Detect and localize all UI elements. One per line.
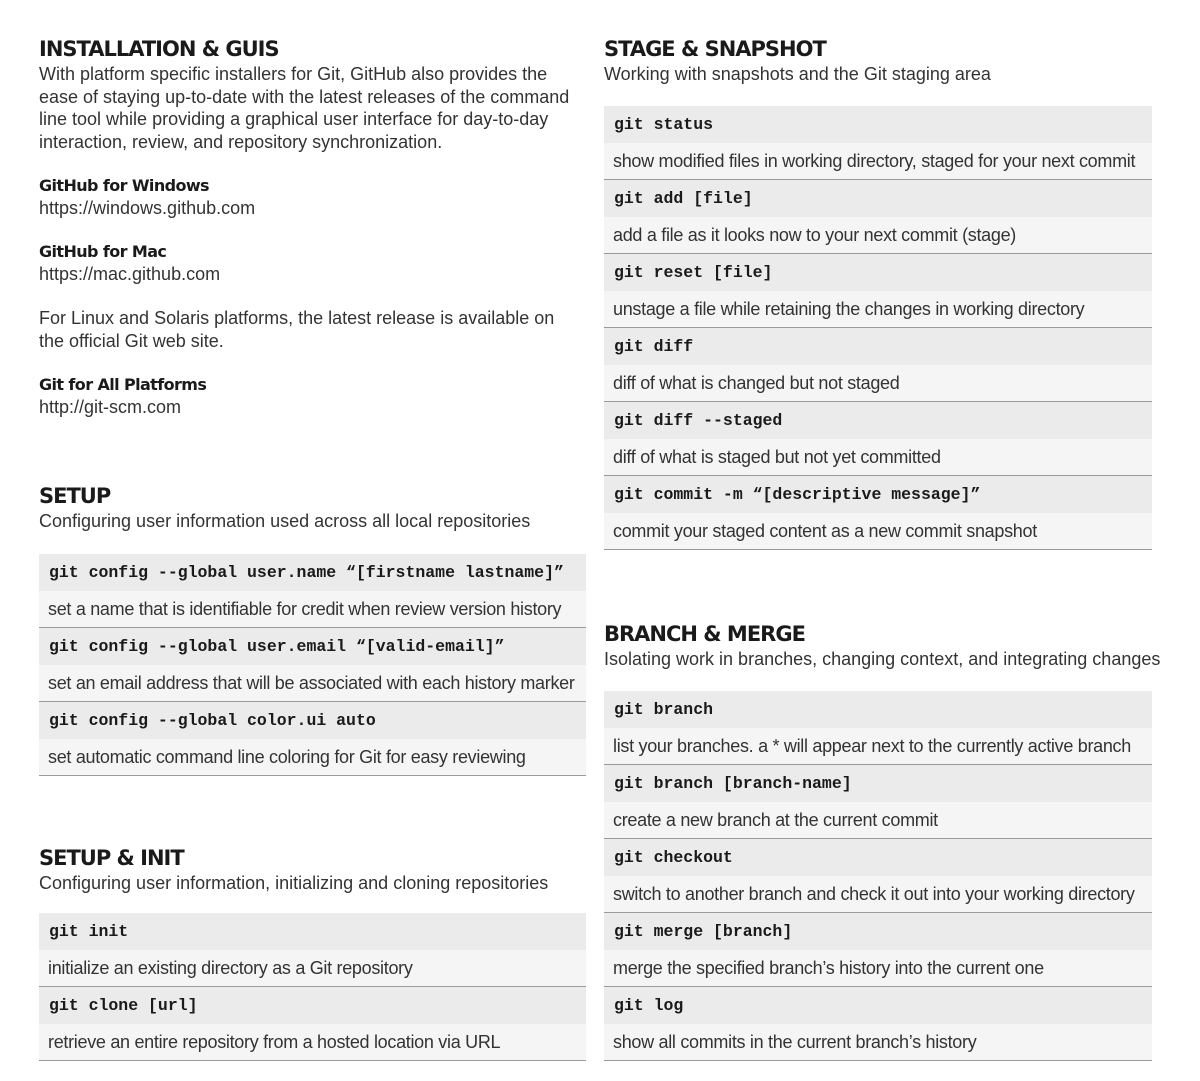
command-description: switch to another branch and check it out into your working directory	[604, 876, 1152, 912]
command-code: git config --global user.email “[valid-email]”	[39, 628, 586, 665]
github-mac-link[interactable]: https://mac.github.com	[39, 264, 221, 284]
command-description: commit your staged content as a new commit snapshot	[604, 513, 1152, 549]
setup-section	[39, 482, 586, 532]
command-code: git diff --staged	[604, 402, 1152, 439]
branch-title: BRANCH & MERGE	[604, 622, 805, 646]
branch-command-table	[604, 691, 1152, 1061]
command-row	[39, 628, 586, 702]
command-row	[39, 913, 586, 987]
command-description: unstage a file while retaining the changes in working directory	[604, 291, 1152, 327]
setup-init-command-table	[39, 913, 586, 1061]
command-row	[39, 702, 586, 776]
branch-desc: Isolating work in branches, changing context, and integrating changes	[604, 649, 1161, 669]
linux-line: For Linux and Solaris platforms, the latest release is available on	[39, 308, 555, 328]
intro-line: With platform specific installers for Git, GitHub also provides the	[39, 64, 548, 84]
command-row	[604, 254, 1152, 328]
setup-init-desc: Configuring user information, initializing and cloning repositories	[39, 873, 549, 893]
command-row	[604, 691, 1152, 765]
command-code: git checkout	[604, 839, 1152, 876]
github-windows-block	[39, 175, 586, 219]
command-row	[604, 987, 1152, 1061]
setup-desc: Configuring user information used across all local repositories	[39, 511, 531, 531]
command-code: git clone [url]	[39, 987, 586, 1024]
git-all-label: Git for All Platforms	[39, 375, 207, 394]
command-row	[39, 554, 586, 628]
command-code: git merge [branch]	[604, 913, 1152, 950]
command-description: retrieve an entire repository from a hosted location via URL	[39, 1024, 586, 1060]
installation-title: INSTALLATION & GUIS	[39, 37, 279, 61]
command-row	[604, 913, 1152, 987]
github-mac-label: GitHub for Mac	[39, 242, 167, 261]
command-code: git reset [file]	[604, 254, 1152, 291]
command-code: git add [file]	[604, 180, 1152, 217]
command-code: git branch	[604, 691, 1152, 728]
command-row	[604, 402, 1152, 476]
git-all-block	[39, 374, 586, 418]
command-description: show all commits in the current branch’s history	[604, 1024, 1152, 1060]
command-description: set automatic command line coloring for Git for easy reviewing	[39, 739, 586, 775]
intro-line: interaction, review, and repository synchronization.	[39, 131, 443, 152]
branch-section	[604, 620, 1161, 670]
command-description: set a name that is identifiable for credit when review version history	[39, 591, 586, 627]
setup-command-table	[39, 554, 586, 776]
command-description: list your branches. a * will appear next to the currently active branch	[604, 728, 1152, 764]
github-mac-block	[39, 241, 586, 285]
installation-intro	[39, 63, 586, 153]
command-code: git config --global user.name “[firstname lastname]”	[39, 554, 586, 591]
intro-line: line tool while providing a graphical user interface for day-to-day	[39, 109, 549, 129]
command-row	[604, 476, 1152, 550]
git-all-link[interactable]: http://git-scm.com	[39, 397, 182, 417]
command-description: diff of what is changed but not staged	[604, 365, 1152, 401]
command-code: git branch [branch-name]	[604, 765, 1152, 802]
setup-init-section	[39, 844, 586, 894]
command-code: git diff	[604, 328, 1152, 365]
linux-line: the official Git web site.	[39, 330, 224, 351]
github-windows-link[interactable]: https://windows.github.com	[39, 198, 256, 218]
command-description: create a new branch at the current commit	[604, 802, 1152, 838]
command-description: set an email address that will be associated with each history marker	[39, 665, 586, 701]
command-row	[604, 328, 1152, 402]
command-row	[39, 987, 586, 1061]
installation-section	[39, 35, 586, 418]
stage-desc: Working with snapshots and the Git staging area	[604, 64, 991, 84]
command-row	[604, 106, 1152, 180]
stage-command-table	[604, 106, 1152, 550]
github-windows-label: GitHub for Windows	[39, 176, 209, 195]
linux-note	[39, 307, 586, 352]
setup-title: SETUP	[39, 484, 111, 508]
stage-title: STAGE & SNAPSHOT	[604, 37, 826, 61]
command-row	[604, 765, 1152, 839]
setup-init-title: SETUP & INIT	[39, 846, 184, 870]
command-code: git commit -m “[descriptive message]”	[604, 476, 1152, 513]
intro-line: ease of staying up-to-date with the latest releases of the command	[39, 86, 570, 107]
command-description: diff of what is staged but not yet committed	[604, 439, 1152, 475]
command-row	[604, 839, 1152, 913]
command-code: git config --global color.ui auto	[39, 702, 586, 739]
command-code: git init	[39, 913, 586, 950]
stage-section	[604, 35, 1152, 85]
command-row	[604, 180, 1152, 254]
command-code: git log	[604, 987, 1152, 1024]
command-description: add a file as it looks now to your next commit (stage)	[604, 217, 1152, 253]
command-description: merge the specified branch’s history into the current one	[604, 950, 1152, 986]
command-description: initialize an existing directory as a Git repository	[39, 950, 586, 986]
command-code: git status	[604, 106, 1152, 143]
command-description: show modified files in working directory, staged for your next commit	[604, 143, 1152, 179]
